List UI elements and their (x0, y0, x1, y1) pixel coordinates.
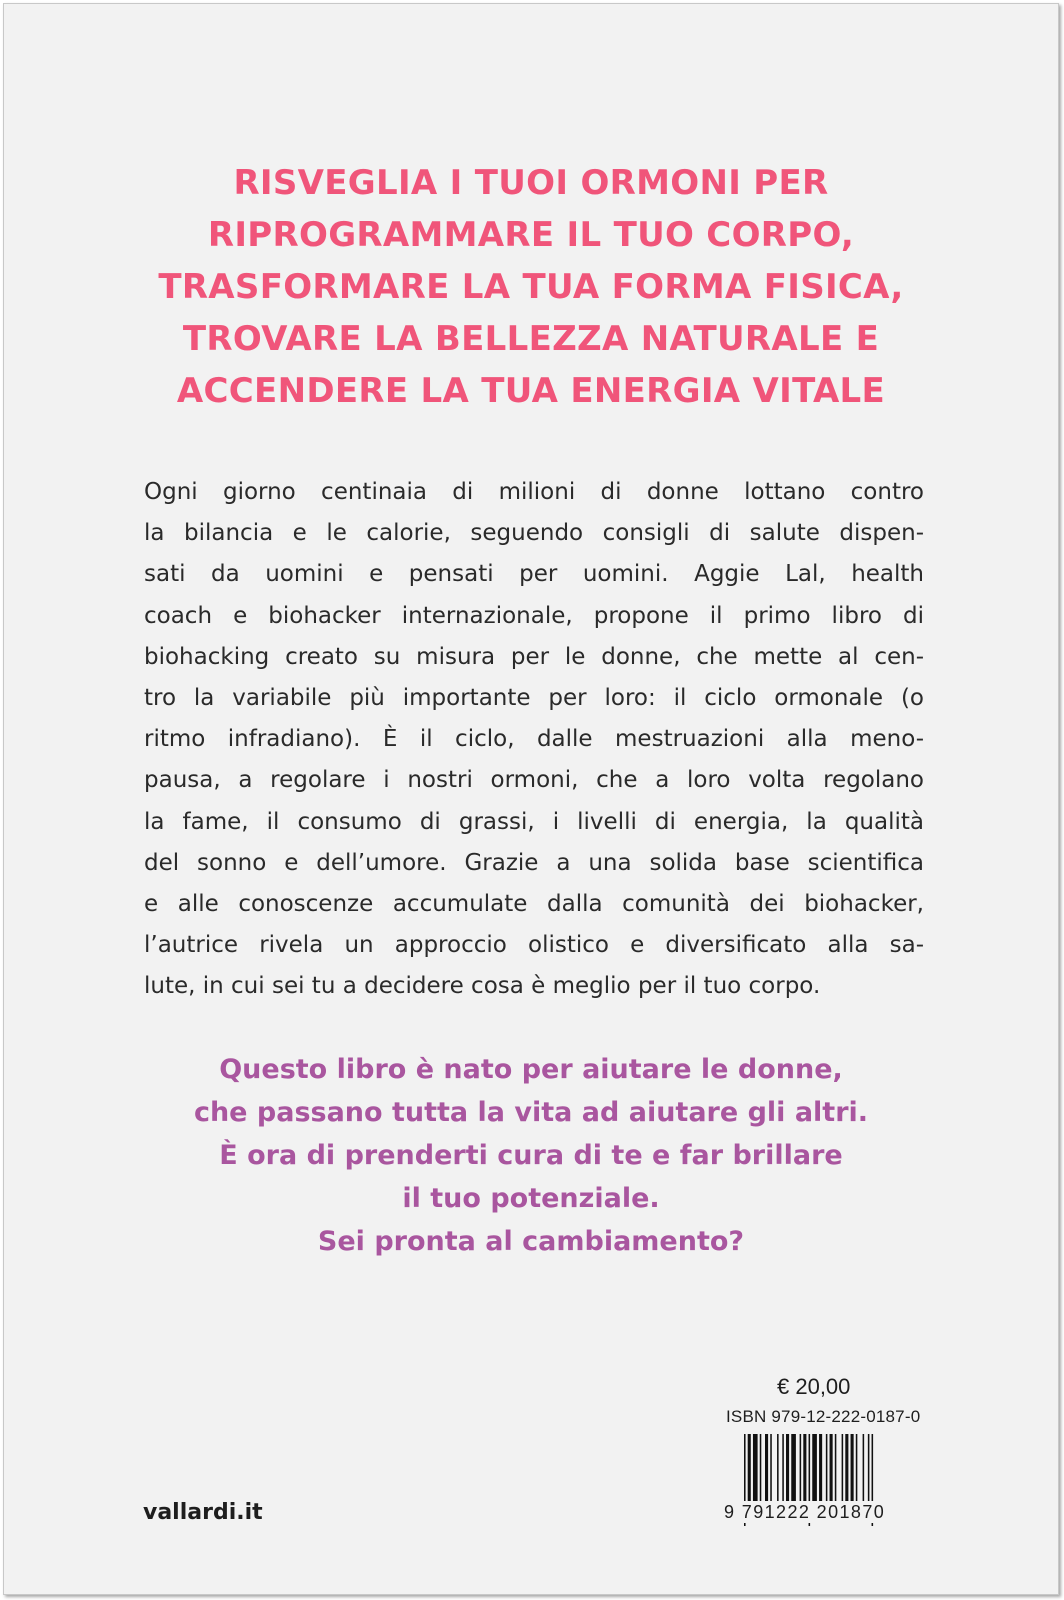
book-back-cover (3, 3, 1059, 1595)
headline-line: RISVEGLIA I TUOI ORMONI PER (233, 163, 829, 203)
headline-line: TROVARE LA BELLEZZA NATURALE E (182, 319, 880, 359)
headline-line: ACCENDERE LA TUA ENERGIA VITALE (176, 371, 886, 411)
tagline-line: È ora di prenderti cura di te e far brillare (219, 1140, 843, 1171)
barcode-bar (803, 1434, 806, 1504)
price: € 20,00 (777, 1374, 851, 1399)
barcode-bar (782, 1434, 784, 1504)
headline-line: RIPROGRAMMARE IL TUO CORPO, (207, 215, 855, 255)
barcode-bar (753, 1434, 758, 1504)
isbn: ISBN 979-12-222-0187-0 (726, 1407, 921, 1426)
barcode-bar (770, 1434, 772, 1504)
body-line: ritmo infradiano). È il ciclo, dalle mestruazioni alla meno- (144, 726, 924, 753)
body-line: lute, in cui sei tu a decidere cosa è meglio per il tuo corpo. (144, 973, 821, 1000)
barcode-bar (826, 1434, 828, 1504)
body-line: Ogni giorno centinaia di milioni di donne lottano contro (144, 479, 924, 505)
barcode-bar (786, 1434, 789, 1504)
barcode-bar (791, 1434, 796, 1504)
barcode-bar (856, 1434, 858, 1504)
barcode-bar (863, 1434, 865, 1504)
body-line: l’autrice rivela un approccio olistico e diversificato alla sa- (144, 932, 924, 959)
body-line: e alle conoscenze accumulate dalla comunità dei biohacker, (144, 891, 924, 918)
tagline-line: il tuo potenziale. (402, 1183, 660, 1214)
headline-line: TRASFORMARE LA TUA FORMA FISICA, (158, 267, 904, 307)
body-line: biohacking creato su misura per le donne, che mette al cen- (144, 643, 924, 670)
barcode-bar (868, 1434, 870, 1504)
barcode-bar (765, 1434, 768, 1504)
barcode-bar (760, 1434, 762, 1504)
tagline (4, 1048, 1058, 1263)
body-line: sati da uomini e pensati per uomini. Aggie Lal, health (144, 561, 924, 588)
body-line: tro la variabile più importante per loro: il ciclo ormonale (o (144, 685, 924, 712)
barcode-bar (830, 1434, 833, 1504)
barcode-bar (777, 1434, 779, 1504)
body-line: la bilancia e le calorie, seguendo consigli di salute dispen- (144, 520, 924, 547)
barcode-bar (845, 1434, 848, 1504)
body-line: pausa, a regolare i nostri ormoni, che a loro volta regolano (144, 767, 924, 794)
barcode-bar (812, 1434, 817, 1504)
barcode-bar (851, 1434, 854, 1504)
body-line: coach e biohacker internazionale, propone il primo libro di (144, 602, 924, 629)
tagline-line: Questo libro è nato per aiutare le donne, (219, 1054, 843, 1085)
body-line: la fame, il consumo di grassi, i livelli di energia, la qualità (144, 808, 924, 835)
barcode-number: 9 791222 201870 (720, 1501, 920, 1523)
tagline-line: Sei pronta al cambiamento? (317, 1226, 745, 1257)
barcode-bar (819, 1434, 822, 1504)
body-line: del sonno e dell’umore. Grazie a una solida base scientifica (144, 849, 924, 876)
tagline-line: che passano tutta la vita ad aiutare gli altri. (193, 1097, 869, 1128)
barcode-bar (835, 1434, 837, 1504)
publisher-website: vallardi.it (143, 1500, 263, 1525)
description-paragraph (144, 472, 924, 1008)
headline (4, 157, 1058, 417)
barcode-bar (748, 1434, 751, 1504)
barcode-bar (842, 1434, 844, 1504)
barcode-bar (800, 1434, 802, 1504)
